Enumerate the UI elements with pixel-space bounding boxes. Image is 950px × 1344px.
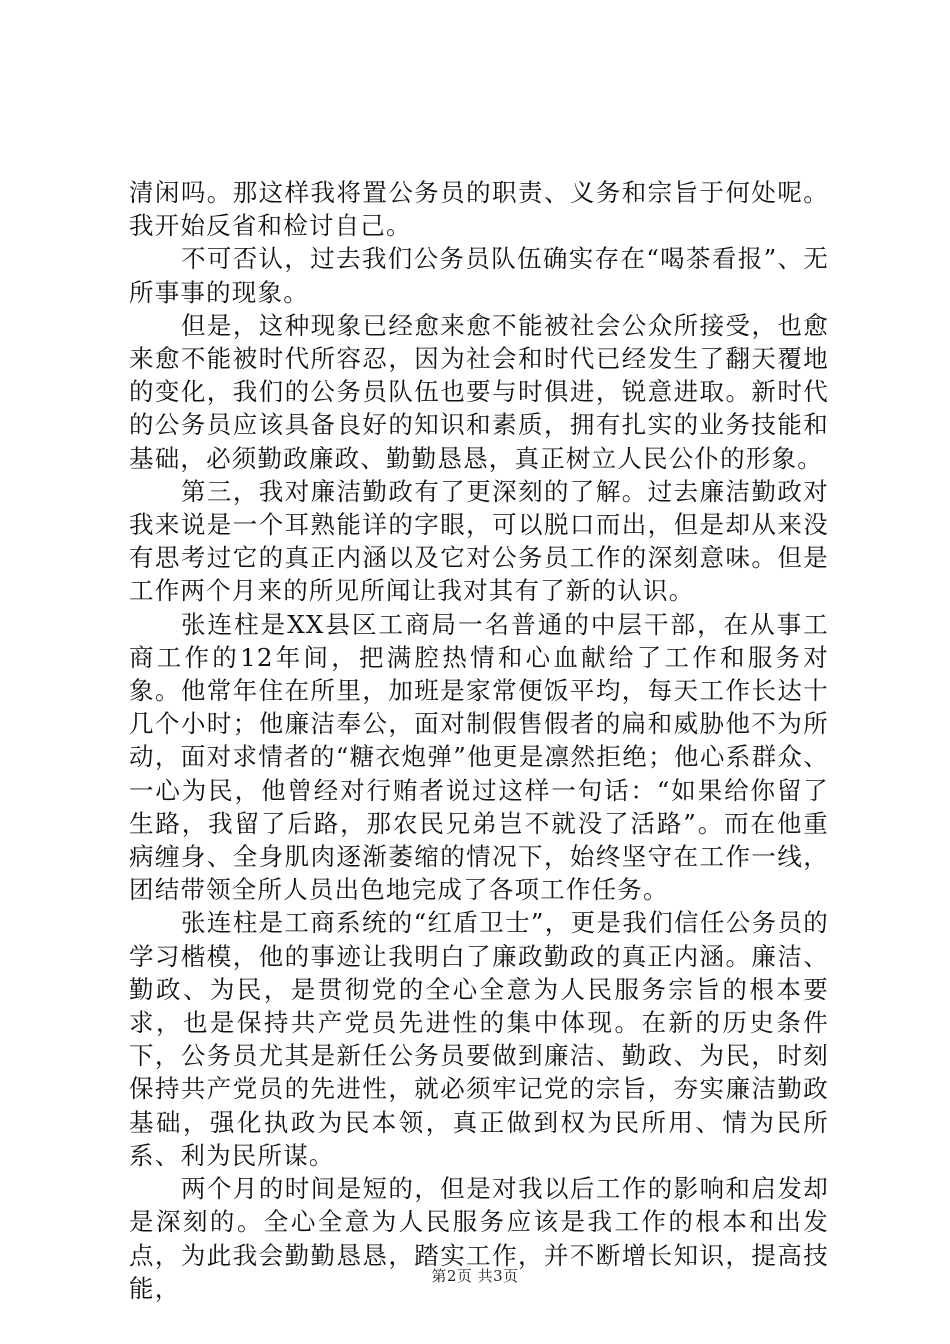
paragraph-6: 张连柱是工商系统的“红盾卫士”，更是我们信任公务员的学习楷模，他的事迹让我明白了廉政勤政的真正内涵。廉洁、勤政、为民，是贯彻党的全心全意为人民服务宗旨的根本要求，也是保持共产党员先进性的集中体现。在新的历史条件下，公务员尤其是新任公务员要做到廉洁、勤政、为民，时刻保持共产党员的先进性，就必须牢记党的宗旨，夯实廉洁勤政基础，强化执政为民本领，真正做到权为民所用、情为民所系、利为民所谋。 — [129, 908, 829, 1170]
paragraph-2: 不可否认，过去我们公务员队伍确实存在“喝茶看报”、无所事事的现象。 — [129, 244, 829, 307]
document-body — [129, 176, 829, 1305]
paragraph-5: 张连柱是XX县区工商局一名普通的中层干部，在从事工商工作的12年间，把满腔热情和心血献给了工作和服务对象。他常年住在所里，加班是家常便饭平均，每天工作长达十几个小时；他廉洁奉公，面对制假售假者的扁和威胁他不为所动，面对求情者的“糖衣炮弹”他更是凛然拒绝；他心系群众、一心为民，他曾经对行贿者说过这样一句话：“如果给你留了生路，我留了后路，那农民兄弟岂不就没了活路”。而在他重病缠身、全身肌肉逐渐萎缩的情况下，始终坚守在工作一线，团结带领全所人员出色地完成了各项工作任务。 — [129, 609, 829, 905]
paragraph-7: 两个月的时间是短的，但是对我以后工作的影响和启发却是深刻的。全心全意为人民服务应该是我工作的根本和出发点，为此我会勤勤恳恳，踏实工作，并不断增长知识，提高技能， — [129, 1174, 829, 1303]
paragraph-4: 第三，我对廉洁勤政有了更深刻的了解。过去廉洁勤政对我来说是一个耳熟能详的字眼，可以脱口而出，但是却从来没有思考过它的真正内涵以及它对公务员工作的深刻意味。但是工作两个月来的所见所闻让我对其有了新的认识。 — [129, 476, 829, 606]
paragraph-1: 清闲吗。那这样我将置公务员的职责、义务和宗旨于何处呢。我开始反省和检讨自己。 — [129, 178, 829, 241]
paragraph-3: 但是，这种现象已经愈来愈不能被社会公众所接受，也愈来愈不能被时代所容忍，因为社会和时代已经发生了翻天覆地的变化，我们的公务员队伍也要与时俱进，锐意进取。新时代的公务员应该具备良好的知识和素质，拥有扎实的业务技能和基础，必须勤政廉政、勤勤恳恳，真正树立人民公仆的形象。 — [129, 310, 829, 473]
page-footer: 第2页 共3页 — [431, 1267, 519, 1285]
